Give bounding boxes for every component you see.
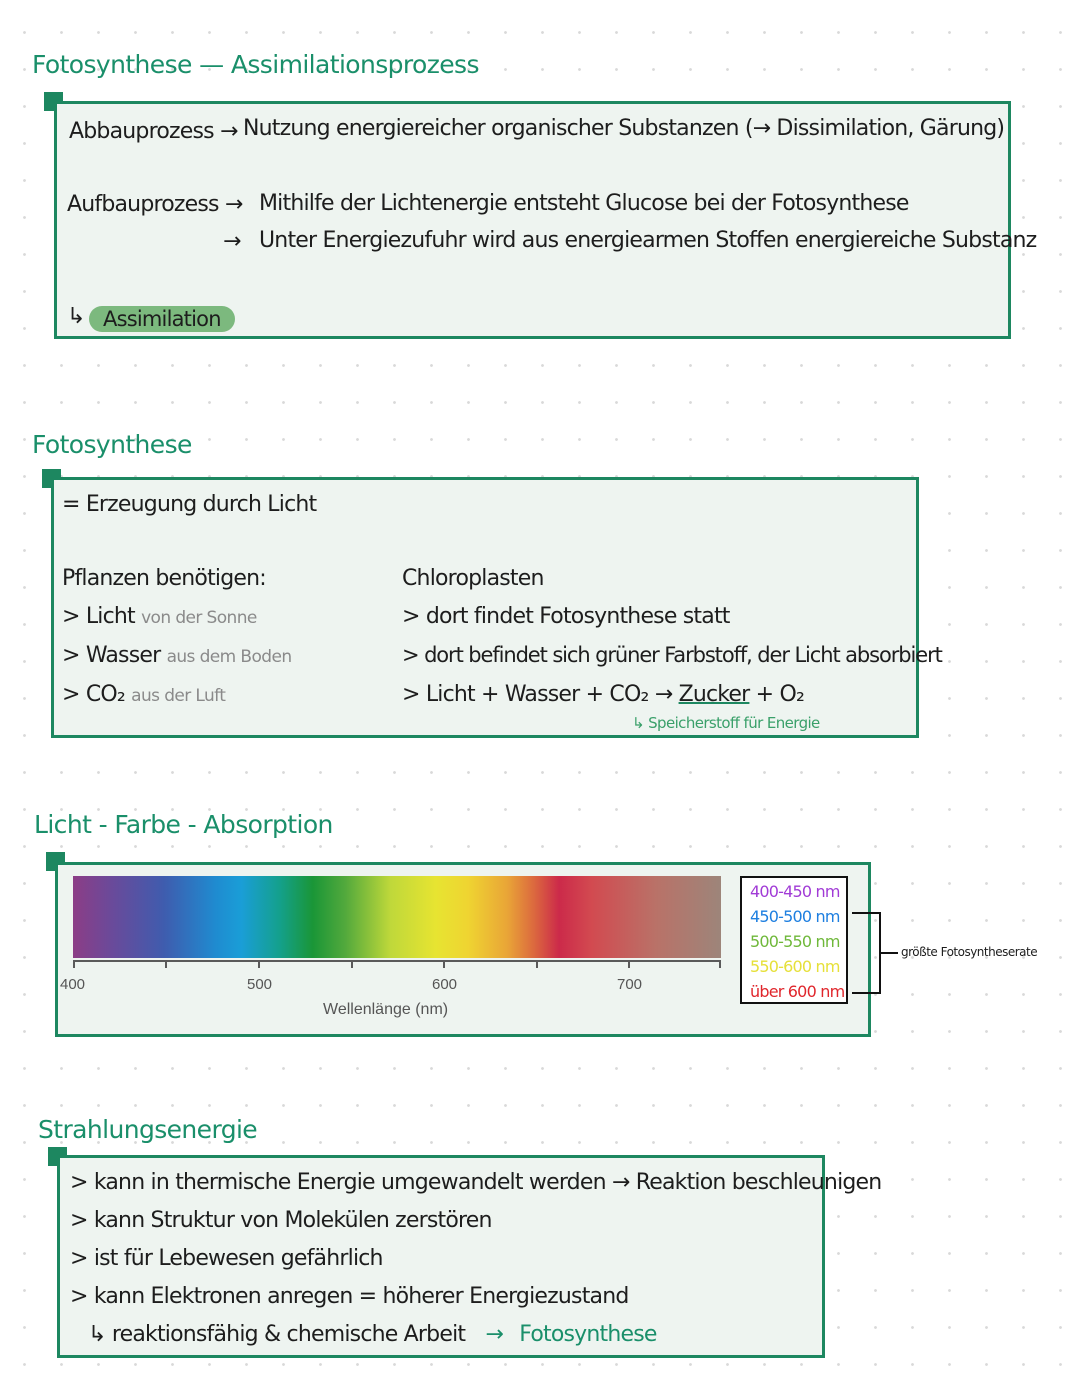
need-light-note: von der Sonne [141,608,257,628]
need-co2 [62,682,225,707]
section2-heading: Fotosynthese [32,430,192,459]
axis-tick-750 [719,960,721,968]
legend-row-violet: 400-450 nm [750,882,840,901]
radiation-conclusion [88,1322,657,1347]
axis-tick-450 [165,960,167,968]
wavelength-legend [740,876,848,1004]
chloroplast-title: Chloroplasten [402,566,544,591]
tick-label-600: 600 [432,976,458,993]
bracket-note: größte Fotosyntheserate [901,945,1038,959]
tick-label-500: 500 [247,976,273,993]
legend-row-red: über 600 nm [750,982,845,1001]
aufbau-text-2: Unter Energiezufuhr wird aus energiearmen Stoffen energiereiche Substanz [259,228,1037,253]
definition: = Erzeugung durch Licht [62,492,317,517]
need-water-main: > Wasser [62,643,161,668]
legend-bracket [850,905,900,1000]
need-water-note: aus dem Boden [166,647,292,667]
axis-tick-600 [443,960,445,968]
section4-heading: Strahlungsenergie [38,1115,258,1144]
section1-heading: Fotosynthese — Assimilationsprozess [32,50,479,79]
aufbau-text-1: Mithilfe der Lichtenergie entsteht Glucose bei der Fotosynthese [259,191,909,216]
need-water [62,643,292,668]
result-arrow: ↳ [67,304,85,329]
need-co2-main: > CO₂ [62,682,125,707]
axis-tick-650 [536,960,538,968]
equation-right: + O₂ [755,682,804,707]
aufbau-arrow: → [223,229,241,254]
storage-note: ↳ Speicherstoff für Energie [632,714,820,732]
equation-product: Zucker [678,682,750,707]
radiation-box [57,1155,882,1358]
axis-line [73,960,721,962]
light-spectrum [73,876,721,958]
need-co2-note: aus der Luft [131,686,226,706]
radiation-item-2: > kann Struktur von Molekülen zerstören [70,1208,492,1233]
need-light-main: > Licht [62,604,135,629]
tick-label-400: 400 [60,976,86,993]
legend-row-green: 500-550 nm [750,932,840,951]
chloroplast-item-1: > dort findet Fotosynthese statt [402,604,730,629]
equation [402,682,804,707]
legend-row-yellow: 550-600 nm [750,957,840,976]
photosynthesis-box [51,477,942,738]
assimilation-box [54,101,1037,339]
radiation-item-3: > ist für Lebewesen gefährlich [70,1246,383,1271]
conclusion-arrow: → [485,1322,504,1347]
abbau-term: Abbauprozess → [69,119,238,144]
equation-left: > Licht + Wasser + CO₂ → [402,682,673,707]
needs-title: Pflanzen benötigen: [62,566,266,591]
axis-tick-700 [628,960,630,968]
section3-heading: Licht - Farbe - Absorption [34,810,333,839]
conclusion-target: Fotosynthese [519,1322,657,1347]
axis-tick-500 [258,960,260,968]
legend-row-blue: 450-500 nm [750,907,840,926]
radiation-item-4: > kann Elektronen anregen = höherer Energiezustand [70,1284,629,1309]
conclusion-text: ↳ reaktionsfähig & chemische Arbeit [88,1322,466,1347]
chloroplast-item-2: > dort befindet sich grüner Farbstoff, der Licht absorbiert [402,643,942,667]
aufbau-term: Aufbauprozess → [67,192,243,217]
radiation-item-1: > kann in thermische Energie umgewandelt werden → Reaktion beschleunigen [70,1170,882,1195]
tick-label-700: 700 [617,976,643,993]
axis-tick-400 [73,960,75,968]
axis-tick-550 [351,960,353,968]
abbau-text: Nutzung energiereicher organischer Substanzen (→ Dissimilation, Gärung) [243,116,1005,141]
assimilation-tag [89,306,235,332]
assimilation-pill: Assimilation [89,306,235,332]
axis-label: Wellenlänge (nm) [323,1001,449,1018]
need-light [62,604,257,629]
